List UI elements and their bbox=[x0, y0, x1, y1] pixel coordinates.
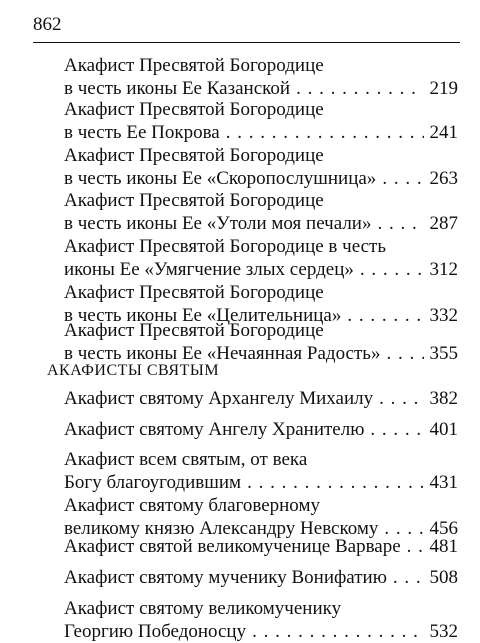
toc-entry-last-line bbox=[64, 212, 458, 235]
toc-entry-title-line: Акафист Пресвятой Богородице bbox=[64, 282, 324, 303]
dot-leader bbox=[377, 212, 423, 235]
toc-entry-last-line bbox=[64, 418, 458, 441]
toc-entry-last-line bbox=[64, 535, 458, 558]
toc-entry-title-line: великому князю Александру Невскому bbox=[64, 518, 379, 539]
toc-page-number: 332 bbox=[429, 305, 458, 326]
page-number: 862 bbox=[33, 14, 62, 35]
toc-entry bbox=[64, 494, 458, 540]
toc-entry bbox=[64, 418, 458, 441]
toc-entry-title-line: в честь иконы Ее «Утоли моя печали» bbox=[64, 213, 372, 234]
dot-leader bbox=[386, 342, 423, 365]
dot-leader bbox=[296, 77, 423, 100]
toc-entry-last-line bbox=[64, 167, 458, 190]
toc-entry-title-line: Акафист святому Архангелу Михаилу bbox=[64, 388, 374, 409]
dot-leader bbox=[382, 167, 423, 190]
toc-entry bbox=[64, 319, 458, 365]
toc-entry-title-line: Акафист Пресвятой Богородице bbox=[64, 190, 324, 211]
dot-leader bbox=[226, 121, 424, 144]
toc-entry-last-line bbox=[64, 387, 458, 410]
header-rule bbox=[33, 42, 460, 43]
toc-page-number: 312 bbox=[429, 259, 458, 280]
toc-entry-title-line: Акафист святому благоверному bbox=[64, 495, 320, 516]
toc-entry-title-line: в честь иконы Ее «Нечаянная Радость» bbox=[64, 343, 381, 364]
toc-entry-title-line: Акафист святому великомученику bbox=[64, 598, 342, 619]
toc-entry-title-line: Акафист Пресвятой Богородице bbox=[64, 99, 324, 120]
toc-entry-title-line: Акафист святому Ангелу Хранителю bbox=[64, 419, 365, 440]
toc-entry bbox=[64, 235, 458, 281]
toc-entry-last-line bbox=[64, 258, 458, 281]
toc-page-number: 382 bbox=[429, 388, 458, 409]
toc-entry bbox=[64, 448, 458, 494]
toc-entry bbox=[64, 597, 458, 643]
toc-entry-last-line bbox=[64, 121, 458, 144]
toc-page-number: 401 bbox=[429, 419, 458, 440]
toc-page-number: 263 bbox=[429, 168, 458, 189]
dot-leader bbox=[370, 418, 423, 441]
toc-page-number: 456 bbox=[429, 518, 458, 539]
toc-entry-title-line: Акафист всем святым, от века bbox=[64, 449, 308, 470]
toc-page-number: 219 bbox=[429, 78, 458, 99]
toc-page-number: 241 bbox=[429, 122, 458, 143]
toc-entry-title-line: Акафист Пресвятой Богородице bbox=[64, 55, 324, 76]
toc-entry-title-line: в честь Ее Покрова bbox=[64, 122, 220, 143]
dot-leader bbox=[379, 387, 423, 410]
toc-entry-title-line: Георгию Победоносцу bbox=[64, 621, 247, 642]
toc-page-number: 508 bbox=[429, 567, 458, 588]
toc-page-number: 355 bbox=[429, 343, 458, 364]
toc-entry bbox=[64, 54, 458, 100]
toc-entry-title-line: в честь иконы Ее «Целительница» bbox=[64, 305, 342, 326]
toc-entry-title-line: Акафист Пресвятой Богородице bbox=[64, 145, 324, 166]
toc-page-number: 287 bbox=[429, 213, 458, 234]
toc-entry-title-line: в честь иконы Ее Казанской bbox=[64, 78, 291, 99]
toc-entry bbox=[64, 566, 458, 589]
dot-leader bbox=[393, 566, 424, 589]
toc-entry bbox=[64, 535, 458, 558]
dot-leader bbox=[247, 471, 423, 494]
toc-entry bbox=[64, 98, 458, 144]
toc-entry-title-line: Акафист святому мученику Вонифатию bbox=[64, 567, 387, 588]
toc-entry-last-line bbox=[64, 620, 458, 643]
toc-entry bbox=[64, 387, 458, 410]
dot-leader bbox=[252, 620, 423, 643]
dot-leader bbox=[407, 535, 424, 558]
dot-leader bbox=[360, 258, 424, 281]
toc-page-number: 532 bbox=[429, 621, 458, 642]
toc-page-number: 431 bbox=[429, 472, 458, 493]
toc-entry-title-line: Акафист Пресвятой Богородице bbox=[64, 320, 324, 341]
toc-entry-title-line: Богу благоугодившим bbox=[64, 472, 242, 493]
toc-entry-title-line: в честь иконы Ее «Скоропослушница» bbox=[64, 168, 377, 189]
toc-page-number: 481 bbox=[429, 536, 458, 557]
toc-entry-last-line bbox=[64, 77, 458, 100]
toc-entry-title-line: иконы Ее «Умягчение злых сердец» bbox=[64, 259, 354, 280]
toc-entry bbox=[64, 144, 458, 190]
toc-entry-last-line bbox=[64, 566, 458, 589]
toc-entry-title-line: Акафист святой великомученице Варваре bbox=[64, 536, 401, 557]
toc-entry bbox=[64, 189, 458, 235]
toc-entry-title-line: Акафист Пресвятой Богородице в честь bbox=[64, 236, 387, 257]
section-heading: АКАФИСТЫ СВЯТЫМ bbox=[47, 362, 220, 379]
toc-entry-last-line bbox=[64, 471, 458, 494]
